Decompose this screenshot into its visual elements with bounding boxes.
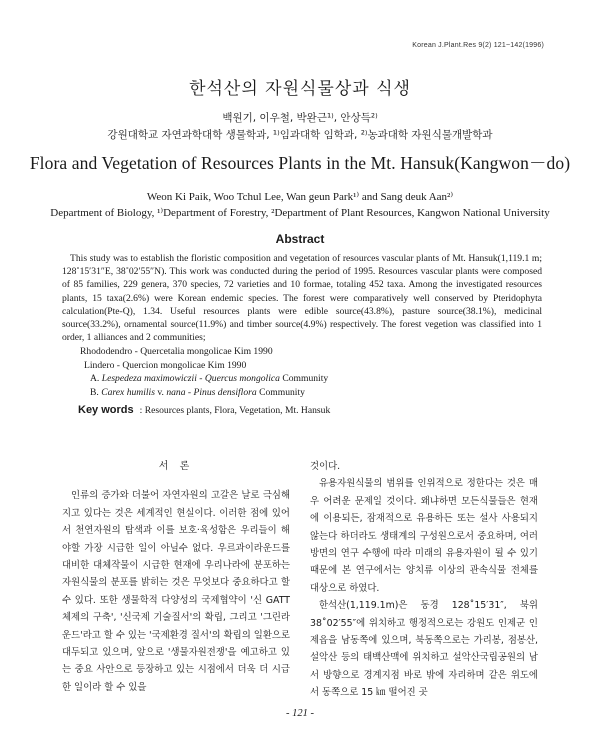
- keywords: [78, 404, 548, 416]
- keywords-label: Key words: [78, 404, 134, 416]
- body-continuation: 것이다.: [310, 461, 341, 472]
- body-paragraph: 한석산(1,119.1m)은 동경 128˚15′31″, 북위 38˚02′55″에 위치하고 행정적으로는 강원도 인제군 인제읍을 남동쪽에 있으며, 북동쪽으로는 가리봉, 점봉산, 설악산 등의 태백산맥에 위치하고 설악산국립공원의 남서 방향으로 경계지점 바로 밖에 자리하며 같은 위도에서 동쪽으로 15 ㎞ 떨어진 곳: [310, 600, 538, 699]
- classification-community-a: A. Lespedeza maximowiczii - Quercus mongolica Community: [90, 373, 329, 385]
- abstract-body: [62, 252, 542, 344]
- section-title: 서 론: [158, 461, 194, 472]
- korean-title: 한석산의 자원식물상과 식생: [189, 79, 411, 99]
- english-title: Flora and Vegetation of Resources Plants in the Mt. Hansuk(Kangwon－do): [29, 153, 571, 173]
- body-left-column: [62, 458, 290, 696]
- english-authors: Weon Ki Paik, Woo Tchul Lee, Wan geun Park¹⁾ and Sang deuk Aan²⁾: [146, 191, 454, 203]
- english-affiliation: Department of Biology, ¹⁾Department of Forestry, ²Department of Plant Resources, Kangwon National University: [50, 207, 550, 219]
- running-head: Korean J.Plant.Res 9(2) 121~142(1996): [412, 42, 544, 49]
- page-number: - 121 -: [286, 708, 314, 719]
- body-right-column: [310, 458, 538, 702]
- abstract-text: This study was to establish the floristic composition and vegetation of resources vascular plants of Mt. Hansuk(1,119.1 m; 128˚15′31″E, 38˚02′55″N). This work was conducted during the period of 1995. Resources vascular plants were composed of 85 families, 229 genera, 370 species, 72 varieties and 10 formae, totaling 452 taxa. Among the investigated resources plants, 15 taxa(2.6%) were Korean endemic species. The forest were comparatively well conserved by Pteridophyta calculation(Pte-Q), 1.34. Useful resources plants were edible source(43.8%), pasture source(38.1%), medicinal source(33.2%), ornamental source(11.9%) and timber source(4.9%) respectively. The forest vegetion was classified into 1 order, 1 alliances and 2 communities;: [62, 253, 542, 344]
- keywords-value: : Resources plants, Flora, Vegetation, Mt. Hansuk: [139, 405, 331, 416]
- classification-order: Rhododendro - Quercetalia mongolicae Kim 1990: [80, 346, 273, 357]
- korean-affiliation: 강원대학교 자연과학대학 생물학과, ¹⁾임과대학 임학과, ²⁾농과대학 자원식물개발학과: [107, 129, 493, 141]
- abstract-heading: Abstract: [275, 232, 325, 246]
- vegetation-classification: [80, 345, 540, 399]
- body-paragraph: 인류의 증가와 더불어 자연자원의 고갈은 날로 극심해지고 있다는 것은 세계적인 현실이다. 이러한 점에 있어서 천연자원의 탐색과 이를 보호·육성함은 우리들이 해야할 가장 시급한 일이 아닐수 없다. 우르과이라운드를 대비한 대체작물이 시급한 현재에 우리나라에 분포하는 자원식물의 분포를 밝히는 것은 무엇보다 중요하다고 할 수 있다. 또한 생물학적 다양성의 국제협약이 '신 GATT 체제의 구축', '신국제 기술질서'의 확립, 그리고 '그린라운드'라고 할 수 있는 '국제환경 질서'의 확립의 일환으로 대두되고 있으며, 앞으로 '생물자원전쟁'을 예고하고 있는 중요 사안으로 등장하고 있는 시점에서 더욱 더 시급한 일이라 할 수 있을: [62, 490, 290, 693]
- classification-community-b: B. Carex humilis v. nana - Pinus densiflora Community: [90, 386, 305, 398]
- classification-alliance: Lindero - Quercion mongolicae Kim 1990: [84, 359, 247, 371]
- korean-authors: 백원기, 이우철, 박완근¹⁾, 안상득²⁾: [222, 112, 378, 124]
- body-paragraph: 유용자원식물의 범위를 인위적으로 정한다는 것은 매우 어려운 문제일 것이다. 왜냐하면 모든식물들은 현재에 이용되든, 잠재적으로 유용하든 또는 설사 사용되지 않는다 하더라도 생태계의 구성원으로서 중요하며, 여러 방면의 연구 수행에 따라 미래의 유용자원이 될 수 있기 때문에 본 연구에서는 양치류 이상의 관속식물 전체를 대상으로 하였다.: [310, 478, 538, 594]
